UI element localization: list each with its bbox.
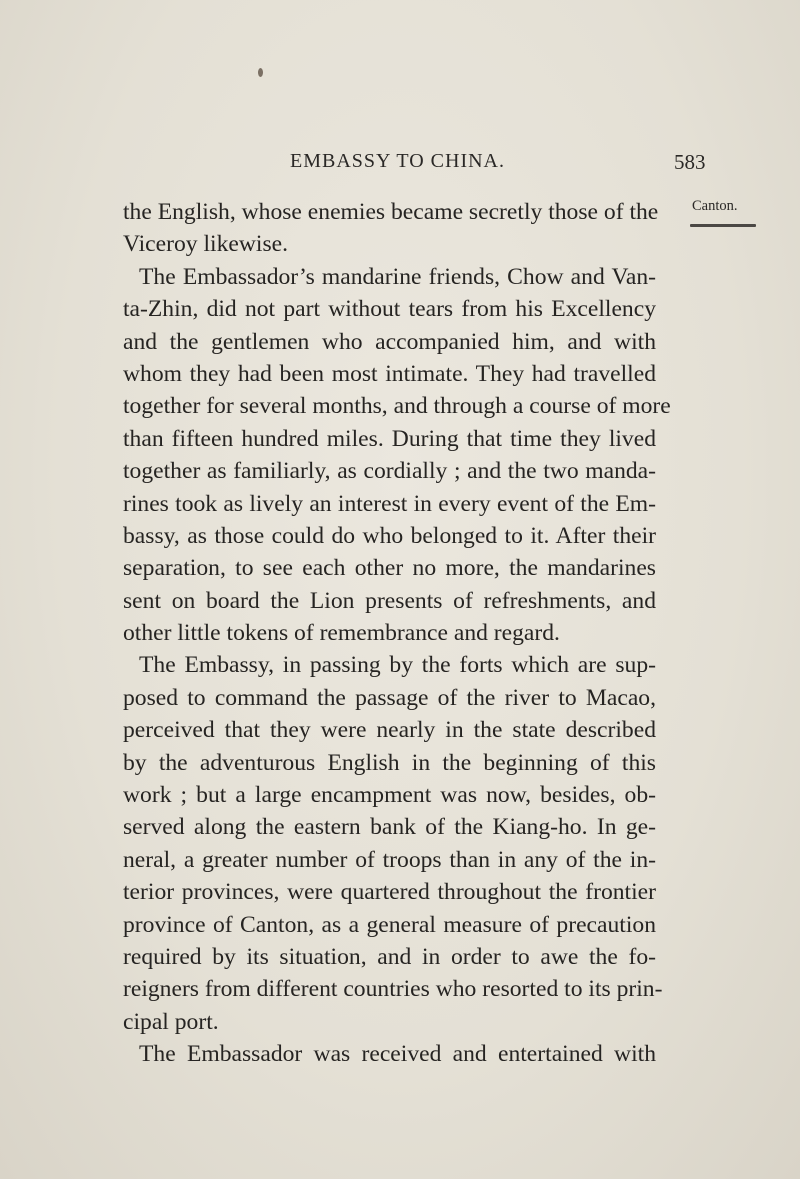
text-line: perceived that they were nearly in the state described bbox=[123, 717, 656, 744]
text-line: together for several months, and through a course of more bbox=[123, 393, 671, 420]
text-line: together as familiarly, as cordially ; and the two manda- bbox=[123, 458, 656, 485]
text-line: bassy, as those could do who belonged to it. After their bbox=[123, 522, 656, 549]
text-line: reigners from different countries who resorted to its prin- bbox=[123, 976, 663, 1003]
text-line: posed to command the passage of the river to Macao, bbox=[123, 684, 656, 711]
marginal-note-rule bbox=[690, 224, 756, 227]
text-line: The Embassador’s mandarine friends, Chow and Van- bbox=[139, 263, 656, 290]
text-line: sent on board the Lion presents of refreshments, and bbox=[123, 587, 656, 614]
marginal-note: Canton. bbox=[692, 198, 738, 214]
text-line: required by its situation, and in order to awe the fo- bbox=[123, 943, 656, 970]
text-line: work ; but a large encampment was now, besides, ob- bbox=[123, 782, 656, 809]
text-line: terior provinces, were quartered throughout the frontier bbox=[123, 879, 656, 906]
running-head bbox=[0, 150, 800, 180]
running-head-title: EMBASSY TO CHINA. bbox=[290, 150, 505, 172]
page-number: 583 bbox=[674, 150, 706, 174]
text-line: ta-Zhin, did not part without tears from his Excellency bbox=[123, 296, 656, 323]
ink-speck bbox=[258, 68, 263, 77]
text-line: province of Canton, as a general measure of precaution bbox=[123, 911, 656, 938]
text-line: served along the eastern bank of the Kiang-ho. In ge- bbox=[123, 814, 656, 841]
text-line: Viceroy likewise. bbox=[123, 231, 288, 258]
body-text bbox=[123, 196, 671, 1071]
text-line: and the gentlemen who accompanied him, and with bbox=[123, 328, 656, 355]
text-line: by the adventurous English in the beginning of this bbox=[123, 749, 656, 776]
text-line: The Embassy, in passing by the forts which are sup- bbox=[139, 652, 656, 679]
text-line: rines took as lively an interest in every event of the Em- bbox=[123, 490, 656, 517]
text-line: cipal port. bbox=[123, 1008, 219, 1035]
text-line: separation, to see each other no more, the mandarines bbox=[123, 555, 656, 582]
text-line: The Embassador was received and entertained with bbox=[139, 1041, 656, 1068]
text-line: whom they had been most intimate. They had travelled bbox=[123, 360, 656, 387]
text-line: than fifteen hundred miles. During that time they lived bbox=[123, 425, 656, 452]
text-line: neral, a greater number of troops than in any of the in- bbox=[123, 846, 656, 873]
text-line: the English, whose enemies became secretly those of the bbox=[123, 199, 659, 225]
text-line: other little tokens of remembrance and regard. bbox=[123, 620, 560, 647]
